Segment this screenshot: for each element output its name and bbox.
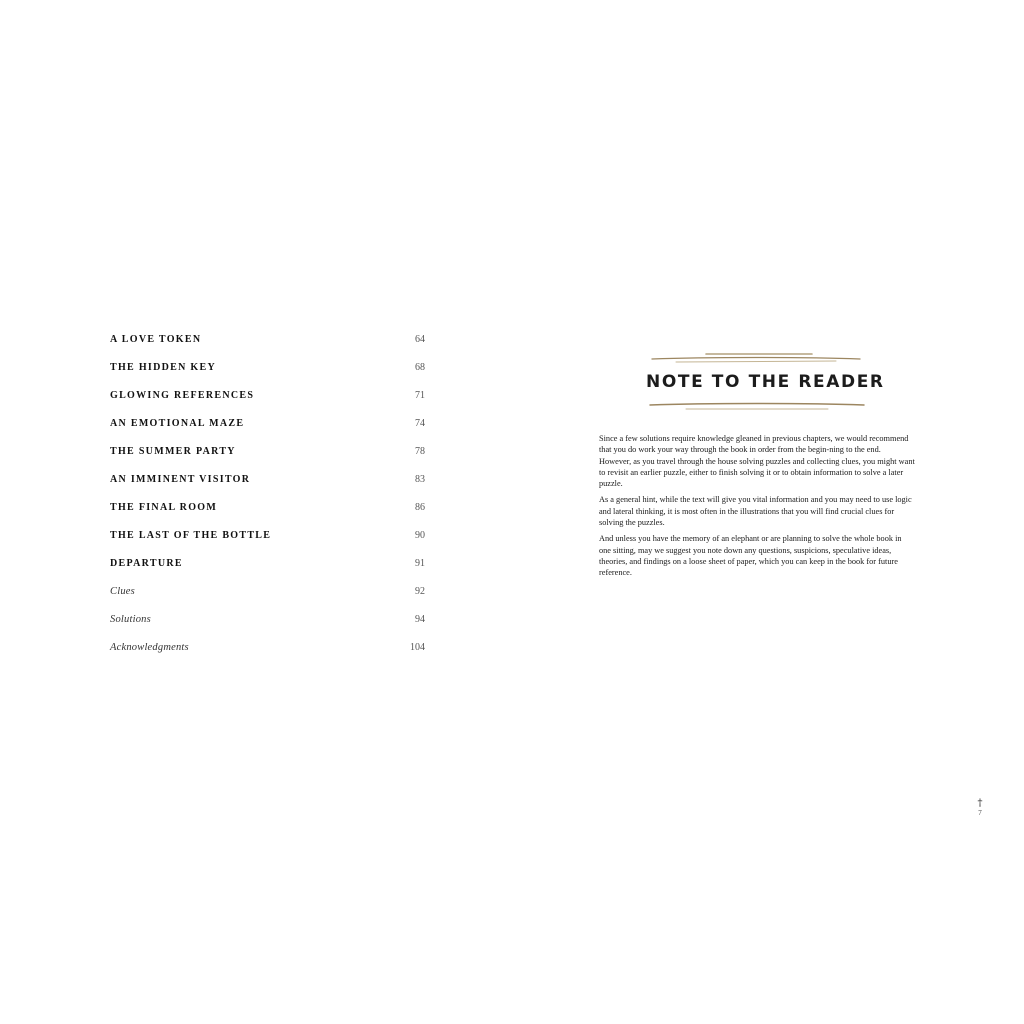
toc-entry-page: 78 [415, 446, 425, 457]
toc-entry-title: GLOWING REFERENCES [110, 390, 255, 401]
note-paragraph-2: As a general hint, while the text will give you vital information and you may need to use logic and lateral thinking, it is most often in the illustrations that you will find crucial clues for solving the puzzles. [599, 495, 912, 528]
toc-entry-page: 104 [410, 642, 425, 653]
page-folio [973, 798, 987, 818]
toc-entry-title: THE SUMMER PARTY [110, 446, 236, 457]
note-paragraph-1: Since a few solutions require knowledge gleaned in previous chapters, we would recommend that you do work your way through the book in order from the begin-ning to the end. However, as you travel through the house solving puzzles and collecting clues, you might want to revisit an earlier puzzle, either to finish solving it or to obtain information to solve a later puzzle. [599, 434, 915, 489]
decorative-rule-top [646, 352, 868, 366]
toc-entry-page: 91 [415, 558, 425, 569]
note-body [599, 433, 915, 584]
table-of-contents [110, 332, 425, 668]
toc-entry-title: AN IMMINENT VISITOR [110, 474, 251, 485]
toc-entry-title: Clues [110, 586, 135, 597]
toc-entry[interactable] [110, 584, 425, 612]
toc-entry[interactable] [110, 640, 425, 668]
toc-entry-title: THE HIDDEN KEY [110, 362, 216, 373]
note-paragraph-3: And unless you have the memory of an elephant or are planning to solve the whole book in one sitting, may we suggest you note down any questions, suspicions, speculative ideas, theories, and findings on a loose sheet of paper, which you can keep in the book for future reference. [599, 534, 902, 578]
toc-entry-title: AN EMOTIONAL MAZE [110, 418, 245, 429]
toc-entry-title: Acknowledgments [110, 642, 189, 653]
toc-entry-title: DEPARTURE [110, 558, 183, 569]
toc-entry-page: 92 [415, 586, 425, 597]
toc-entry-page: 83 [415, 474, 425, 485]
toc-entry-page: 94 [415, 614, 425, 625]
decorative-rule-bottom [646, 400, 868, 414]
toc-entry-title: A LOVE TOKEN [110, 334, 202, 345]
toc-entry-title: THE LAST OF THE BOTTLE [110, 530, 272, 541]
toc-entry[interactable] [110, 388, 425, 416]
toc-entry-page: 86 [415, 502, 425, 513]
toc-entry[interactable] [110, 360, 425, 388]
toc-entry-page: 64 [415, 334, 425, 345]
toc-entry[interactable] [110, 528, 425, 556]
toc-entry[interactable] [110, 612, 425, 640]
toc-entry-page: 68 [415, 362, 425, 373]
note-heading-block [646, 350, 885, 416]
toc-entry[interactable] [110, 500, 425, 528]
toc-entry[interactable] [110, 332, 425, 360]
note-heading: NOTE TO THE READER [646, 372, 885, 392]
page-number: 7 [978, 809, 982, 817]
dagger-icon: † [977, 798, 983, 809]
toc-entry[interactable] [110, 416, 425, 444]
toc-entry[interactable] [110, 556, 425, 584]
toc-entry-page: 74 [415, 418, 425, 429]
toc-entry-title: Solutions [110, 614, 151, 625]
toc-entry[interactable] [110, 472, 425, 500]
toc-entry-page: 71 [415, 390, 425, 401]
toc-entry-title: THE FINAL ROOM [110, 502, 218, 513]
toc-entry[interactable] [110, 444, 425, 472]
toc-entry-page: 90 [415, 530, 425, 541]
